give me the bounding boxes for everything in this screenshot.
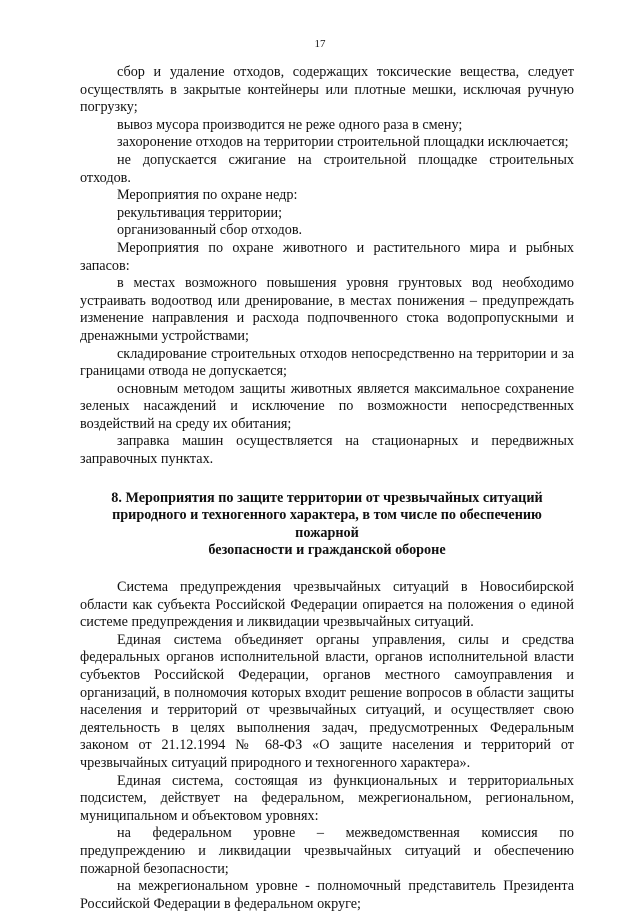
section-heading-line: безопасности и гражданской обороне — [208, 542, 446, 559]
paragraph: Единая система, состоящая из функциональных и территориальных подсистем, действует на федеральном, межрегиональном, региональном, муниципальном и объектовом уровнях: — [80, 772, 574, 824]
paragraph: Мероприятия по охране животного и растительного мира и рыбных запасов: — [80, 239, 574, 274]
paragraph: в местах возможного повышения уровня грунтовых вод необходимо устраивать водоотвод или дренирование, в местах понижения – предупреждать изменение направления и расхода подпочвенного стока водопропускными и дренажными устройствами; — [80, 275, 574, 344]
paragraph: основным методом защиты животных является максимальное сохранение зеленых насаждений и исключение по возможности непосредственных воздействий на среду их обитания; — [80, 380, 574, 432]
paragraph: захоронение отходов на территории строительной площадки исключается; — [117, 134, 569, 151]
paragraph: сбор и удаление отходов, содержащих токсические вещества, следует осуществлять в закрытые контейнеры или плотные мешки, исключая ручную погрузку; — [80, 64, 574, 116]
paragraph: на межрегиональном уровне - полномочный представитель Президента Российской Федерации в федеральном округе; — [80, 878, 574, 912]
document-body — [80, 64, 574, 913]
paragraph: складирование строительных отходов непосредственно на территории и за границами отвода не допускается; — [80, 345, 574, 380]
paragraph: заправка машин осуществляется на стационарных и передвижных заправочных пунктах. — [80, 433, 574, 468]
section-heading — [80, 490, 574, 560]
paragraph: не допускается сжигание на строительной площадке строительных отходов. — [80, 151, 574, 186]
paragraph: Система предупреждения чрезвычайных ситуаций в Новосибирской области как субъекта Российской Федерации опирается на положения о единой системе предупреждения и ликвидации чрезвычайных ситуаций. — [80, 579, 574, 631]
paragraph: организованный сбор отходов. — [117, 222, 303, 239]
paragraph: вывоз мусора производится не реже одного раза в смену; — [117, 116, 463, 133]
page-number: 17 — [314, 38, 326, 50]
paragraph: на федеральном уровне – межведомственная комиссия по предупреждению и ликвидации чрезвычайных ситуаций и обеспечению пожарной безопасности; — [80, 825, 574, 877]
paragraph: Единая система объединяет органы управления, силы и средства федеральных органов исполнительной власти, органов исполнительной власти субъектов Российской Федерации, органов местного самоуправления и организаций, в полномочия которых входит решение вопросов в области защиты населения и территорий от чрезвычайных ситуаций, и осуществляет свою деятельность в целях выполнения задач, предусмотренных Федеральным законом от 21.12.1994 № 68-ФЗ «О защите населения и территорий от чрезвычайных ситуаций природного и техногенного характера». — [80, 631, 574, 771]
paragraph: Мероприятия по охране недр: — [117, 187, 298, 204]
section-heading-line: 8. Мероприятия по защите территории от чрезвычайных ситуаций — [111, 489, 543, 506]
section-heading-line: природного и техногенного характера, в том числе по обеспечению пожарной — [112, 507, 542, 541]
paragraph: рекультивация территории; — [117, 204, 283, 221]
